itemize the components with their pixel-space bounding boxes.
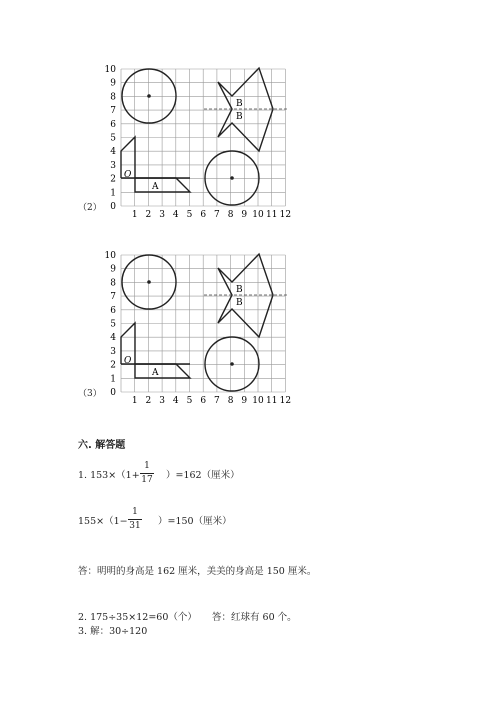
shape-b-label-top: B — [236, 99, 243, 109]
shape-b — [218, 68, 273, 151]
x-tick-label: 1 — [131, 396, 138, 406]
x-tick-label: 6 — [200, 396, 207, 406]
y-tick-label: 0 — [110, 388, 116, 398]
x-tick-label: 11 — [265, 396, 278, 406]
x-axis-labels — [132, 396, 291, 406]
y-tick-label: 2 — [110, 360, 116, 371]
q2-calc: 2. 175÷35×12=60（个） — [78, 612, 197, 623]
shape-b — [218, 254, 273, 337]
x-tick-label: 2 — [145, 396, 152, 406]
x-tick-label: 4 — [172, 396, 179, 406]
y-tick-label: 3 — [110, 346, 116, 357]
y-tick-label: 6 — [110, 305, 116, 316]
x-tick-label: 3 — [159, 396, 165, 406]
y-tick-label: 2 — [110, 174, 116, 185]
x-tick-label: 1 — [131, 210, 138, 220]
x-tick-label: 5 — [186, 396, 193, 406]
shape-a-label: A — [152, 368, 159, 378]
q1-line2-prefix: 155×（1− — [78, 516, 128, 527]
q1-answer: 答：明明的身高是 162 厘米，美美的身高是 150 厘米。 — [78, 566, 317, 577]
y-tick-label: 8 — [110, 278, 116, 289]
x-axis-labels — [132, 210, 291, 220]
x-tick-label: 7 — [214, 396, 220, 406]
figure-3-label: （3） — [78, 389, 102, 399]
y-tick-label: 5 — [110, 133, 116, 144]
y-tick-label: 5 — [110, 319, 116, 330]
figure-2-label: （2） — [78, 203, 102, 213]
y-tick-label: 6 — [110, 119, 116, 130]
x-tick-label: 8 — [227, 210, 234, 220]
circle-center-dot-2 — [230, 362, 234, 366]
point-o-label: O — [124, 356, 132, 366]
y-tick-label: 4 — [110, 333, 116, 344]
grid-lines — [121, 255, 285, 392]
y-tick-label: 10 — [104, 251, 116, 261]
shape-a-label: A — [152, 182, 159, 192]
q1-fraction-1 — [140, 461, 154, 486]
fraction-numerator: 1 — [144, 461, 150, 471]
y-tick-label: 8 — [110, 92, 116, 103]
y-tick-label: 7 — [110, 106, 116, 117]
y-tick-label: 0 — [110, 202, 116, 212]
y-tick-label: 9 — [110, 78, 116, 89]
x-tick-label: 11 — [265, 210, 278, 220]
fraction-numerator: 1 — [132, 507, 138, 517]
x-tick-label: 8 — [227, 396, 234, 406]
point-o-label: O — [124, 170, 132, 180]
x-tick-label: 3 — [159, 210, 165, 220]
y-tick-label: 10 — [104, 65, 116, 75]
x-tick-label: 10 — [252, 210, 264, 220]
x-tick-label: 5 — [186, 210, 193, 220]
y-tick-label: 4 — [110, 147, 116, 158]
y-tick-label: 9 — [110, 264, 116, 275]
x-tick-label: 4 — [172, 210, 179, 220]
circle-center-dot — [147, 94, 151, 98]
x-tick-label: 2 — [145, 210, 152, 220]
grid-figure-2 — [95, 62, 305, 222]
x-tick-label: 12 — [279, 210, 292, 220]
q2-answer: 答：红球有 60 个。 — [212, 612, 297, 623]
fraction-denominator: 31 — [129, 521, 141, 531]
shape-b-label-bottom: B — [236, 112, 243, 122]
q3-calc: 3. 解：30÷120 — [78, 626, 148, 637]
fraction-denominator: 17 — [141, 475, 153, 485]
grid-figure-3 — [95, 248, 305, 408]
shape-b-label-bottom: B — [236, 298, 243, 308]
parallelogram-a — [135, 178, 190, 192]
x-tick-label: 9 — [241, 210, 248, 220]
x-tick-label: 10 — [252, 396, 264, 406]
y-axis-labels — [105, 65, 117, 212]
section-title: 六. 解答题 — [78, 440, 126, 451]
q1-fraction-2 — [128, 507, 142, 532]
parallelogram-a — [135, 364, 190, 378]
y-axis-labels — [105, 251, 117, 398]
q1-line1-prefix: 1. 153×（1+ — [78, 470, 140, 481]
x-tick-label: 6 — [200, 210, 207, 220]
x-tick-label: 7 — [214, 210, 220, 220]
y-tick-label: 7 — [110, 292, 116, 303]
y-tick-label: 1 — [110, 374, 116, 385]
shape-b-label-top: B — [236, 285, 243, 295]
grid-lines — [121, 69, 285, 206]
circle-center-dot — [147, 280, 151, 284]
q1-line1-suffix: ）=162（厘米） — [166, 470, 240, 481]
circle-center-dot-2 — [230, 176, 234, 180]
x-tick-label: 9 — [241, 396, 248, 406]
y-tick-label: 3 — [110, 160, 116, 171]
q1-line2-suffix: ）=150（厘米） — [158, 516, 232, 527]
y-tick-label: 1 — [110, 188, 116, 199]
x-tick-label: 12 — [279, 396, 292, 406]
